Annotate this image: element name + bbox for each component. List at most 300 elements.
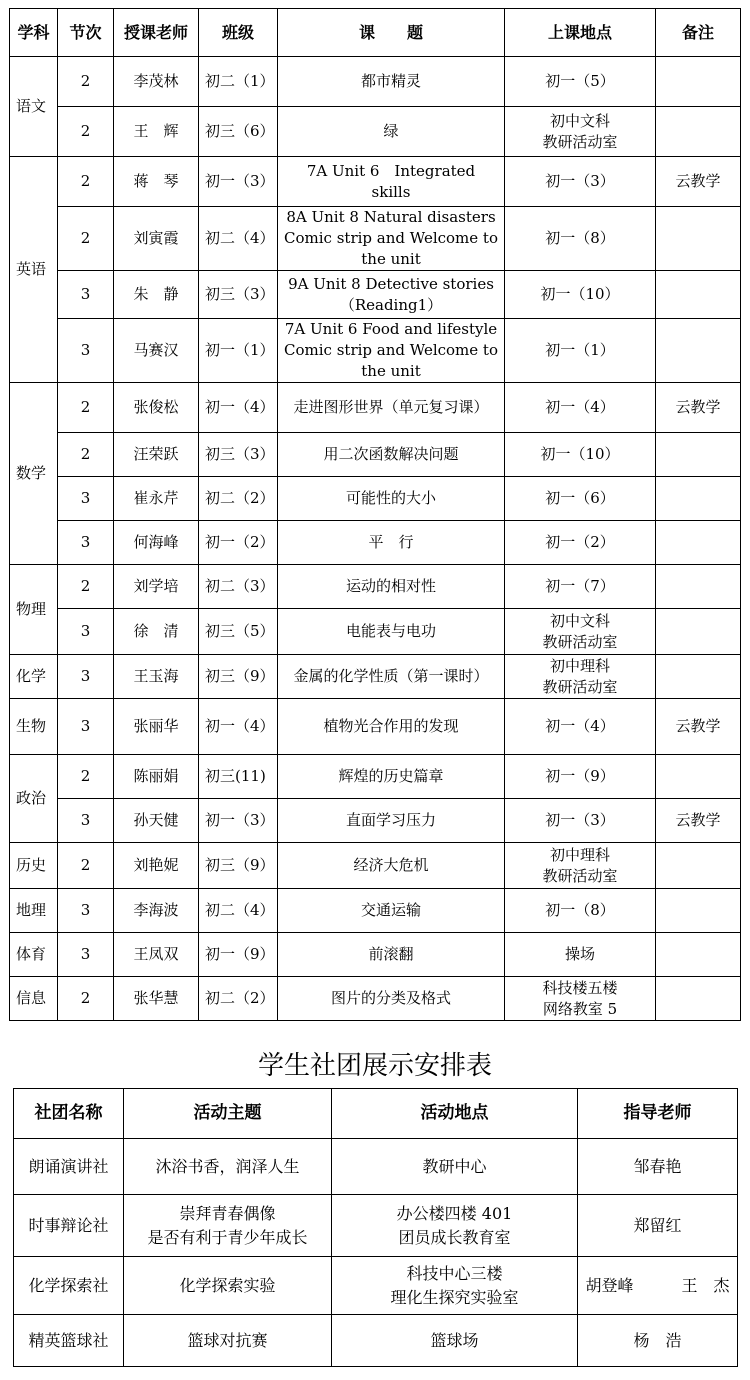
period-cell	[58, 609, 114, 655]
teacher-cell	[114, 933, 199, 977]
club-schedule-table	[13, 1088, 738, 1367]
topic-cell-text: 8A Unit 8 Natural disasters Comic strip and Welcome to the unit	[284, 208, 498, 268]
remark-cell	[656, 477, 741, 521]
subject-cell	[10, 565, 58, 655]
location-cell	[505, 843, 656, 889]
club-name-cell	[14, 1195, 124, 1257]
course-schedule-table	[9, 8, 741, 1021]
teacher-cell	[114, 521, 199, 565]
teacher-cell-text: 刘寅霞	[133, 229, 179, 247]
subject-cell-text: 物理	[16, 600, 47, 618]
class-cell-text: 初三（9）	[205, 667, 275, 685]
location-cell	[505, 57, 656, 107]
period-cell-text: 2	[80, 172, 91, 190]
remark-cell	[656, 699, 741, 755]
club-name-cell-text: 精英篮球社	[28, 1330, 109, 1350]
location-cell-text: 初一（5）	[545, 72, 615, 90]
remark-cell	[656, 933, 741, 977]
period-cell	[58, 699, 114, 755]
schedule-header-row	[10, 9, 741, 57]
topic-cell-text: 金属的化学性质（第一课时）	[293, 667, 489, 685]
topic-cell-text: 运动的相对性	[345, 577, 436, 595]
teacher-cell-text: 王玉海	[133, 667, 179, 685]
teacher-cell-text: 汪荣跃	[133, 445, 179, 463]
remark-cell-text: 云教学	[675, 811, 721, 829]
teacher-cell-text: 王 辉	[133, 122, 179, 140]
club-advisor-cell-text: 胡登峰 王 杰	[585, 1275, 730, 1295]
teacher-cell-text: 张俊松	[133, 398, 179, 416]
schedule-row	[10, 433, 741, 477]
schedule-row	[10, 207, 741, 271]
period-cell	[58, 889, 114, 933]
header-club-location: 活动地点	[332, 1089, 578, 1139]
class-cell-text: 初一（4）	[205, 398, 275, 416]
teacher-cell	[114, 655, 199, 699]
subject-cell-text: 体育	[16, 945, 47, 963]
club-location-cell-text: 篮球场	[430, 1330, 479, 1350]
remark-cell	[656, 271, 741, 319]
schedule-row	[10, 383, 741, 433]
period-cell-text: 2	[80, 72, 91, 90]
club-theme-cell-text: 崇拜青春偶像 是否有利于青少年成长	[147, 1203, 308, 1247]
location-cell-text: 初一（7）	[545, 577, 615, 595]
club-theme-cell-text: 化学探索实验	[179, 1275, 276, 1295]
location-cell	[505, 319, 656, 383]
topic-cell	[278, 799, 505, 843]
topic-cell-text: 都市精灵	[360, 72, 421, 90]
club-name-cell-text: 化学探索社	[28, 1275, 109, 1295]
location-cell	[505, 521, 656, 565]
topic-cell-text: 可能性的大小	[345, 489, 436, 507]
period-cell-text: 3	[80, 285, 91, 303]
club-advisor-cell	[578, 1315, 738, 1367]
location-cell	[505, 157, 656, 207]
header-topic: 课 题	[278, 9, 505, 57]
subject-cell	[10, 57, 58, 157]
topic-cell	[278, 755, 505, 799]
class-cell	[199, 699, 278, 755]
header-club-advisor: 指导老师	[578, 1089, 738, 1139]
subject-cell	[10, 977, 58, 1021]
topic-cell	[278, 655, 505, 699]
class-cell-text: 初一（2）	[205, 533, 275, 551]
teacher-cell	[114, 977, 199, 1021]
teacher-cell	[114, 889, 199, 933]
subject-cell	[10, 699, 58, 755]
location-cell-text: 初一（4）	[545, 398, 615, 416]
topic-cell	[278, 207, 505, 271]
topic-cell	[278, 319, 505, 383]
schedule-row	[10, 843, 741, 889]
club-advisor-cell-text: 杨 浩	[633, 1330, 682, 1350]
club-advisor-cell-text: 邹春艳	[633, 1156, 682, 1176]
club-theme-cell	[124, 1315, 332, 1367]
club-location-cell	[332, 1315, 578, 1367]
teacher-cell-text: 陈丽娟	[133, 767, 179, 785]
class-cell-text: 初一（3）	[205, 811, 275, 829]
period-cell-text: 2	[80, 398, 91, 416]
club-theme-cell-text: 篮球对抗赛	[187, 1330, 268, 1350]
location-cell-text: 初一（2）	[545, 533, 615, 551]
teacher-cell-text: 马赛汉	[133, 341, 179, 359]
schedule-row	[10, 977, 741, 1021]
class-cell-text: 初三(11)	[205, 767, 266, 785]
period-cell	[58, 383, 114, 433]
class-cell-text: 初一（1）	[205, 341, 275, 359]
class-cell	[199, 843, 278, 889]
teacher-cell	[114, 799, 199, 843]
club-location-cell-text: 科技中心三楼 理化生探究实验室	[390, 1263, 519, 1307]
period-cell	[58, 57, 114, 107]
subject-cell-text: 化学	[16, 667, 47, 685]
club-name-cell-text: 时事辩论社	[28, 1215, 109, 1235]
class-cell	[199, 609, 278, 655]
topic-cell-text: 电能表与电功	[345, 622, 436, 640]
topic-cell-text: 用二次函数解决问题	[323, 445, 459, 463]
club-theme-cell	[124, 1195, 332, 1257]
subject-cell	[10, 655, 58, 699]
remark-cell	[656, 157, 741, 207]
schedule-row	[10, 521, 741, 565]
topic-cell-text: 7A Unit 6 Food and lifestyle Comic strip and Welcome to the unit	[284, 320, 498, 380]
location-cell-text: 初一（6）	[545, 489, 615, 507]
club-advisor-cell	[578, 1257, 738, 1315]
topic-cell-text: 走进图形世界（单元复习课）	[293, 398, 489, 416]
teacher-cell-text: 王凤双	[133, 945, 179, 963]
subject-cell-text: 生物	[16, 717, 47, 735]
topic-cell-text: 9A Unit 8 Detective stories （Reading1）	[288, 274, 494, 314]
location-cell	[505, 433, 656, 477]
class-cell	[199, 433, 278, 477]
topic-cell	[278, 843, 505, 889]
topic-cell-text: 前滚翻	[368, 945, 414, 963]
club-advisor-cell-text: 郑留红	[633, 1215, 682, 1235]
teacher-cell-text: 朱 静	[133, 285, 179, 303]
period-cell	[58, 565, 114, 609]
teacher-cell	[114, 157, 199, 207]
club-location-cell-text: 教研中心	[422, 1156, 487, 1176]
subject-cell-text: 信息	[16, 989, 47, 1007]
teacher-cell-text: 张华慧	[133, 989, 179, 1007]
teacher-cell	[114, 433, 199, 477]
teacher-cell-text: 何海峰	[133, 533, 179, 551]
class-cell	[199, 977, 278, 1021]
period-cell-text: 2	[80, 445, 91, 463]
subject-cell	[10, 383, 58, 565]
class-cell	[199, 271, 278, 319]
remark-cell-text: 云教学	[675, 172, 721, 190]
schedule-row	[10, 699, 741, 755]
topic-cell	[278, 157, 505, 207]
club-location-cell-text: 办公楼四楼 401 团员成长教育室	[396, 1203, 513, 1247]
club-row	[14, 1195, 738, 1257]
topic-cell-text: 图片的分类及格式	[330, 989, 451, 1007]
teacher-cell	[114, 755, 199, 799]
teacher-cell	[114, 107, 199, 157]
period-cell	[58, 799, 114, 843]
location-cell	[505, 977, 656, 1021]
schedule-row	[10, 933, 741, 977]
remark-cell-text: 云教学	[675, 717, 721, 735]
teacher-cell	[114, 207, 199, 271]
location-cell-text: 初一（3）	[545, 811, 615, 829]
header-club-name: 社团名称	[14, 1089, 124, 1139]
teacher-cell	[114, 843, 199, 889]
class-cell	[199, 207, 278, 271]
topic-cell-text: 绿	[383, 122, 399, 140]
teacher-cell-text: 刘学培	[133, 577, 179, 595]
topic-cell	[278, 107, 505, 157]
schedule-row	[10, 799, 741, 843]
header-subject: 学科	[10, 9, 58, 57]
topic-cell-text: 平 行	[368, 533, 414, 551]
period-cell-text: 2	[80, 122, 91, 140]
location-cell-text: 初中理科 教研活动室	[542, 845, 618, 885]
header-club-theme: 活动主题	[124, 1089, 332, 1139]
topic-cell-text: 交通运输	[360, 901, 421, 919]
period-cell	[58, 477, 114, 521]
location-cell	[505, 609, 656, 655]
class-cell	[199, 521, 278, 565]
location-cell	[505, 933, 656, 977]
topic-cell	[278, 477, 505, 521]
schedule-row	[10, 107, 741, 157]
period-cell-text: 2	[80, 577, 91, 595]
period-cell-text: 2	[80, 229, 91, 247]
schedule-row	[10, 319, 741, 383]
location-cell-text: 初一（8）	[545, 901, 615, 919]
header-remark: 备注	[656, 9, 741, 57]
teacher-cell	[114, 57, 199, 107]
schedule-row	[10, 889, 741, 933]
schedule-row	[10, 755, 741, 799]
subject-cell-text: 政治	[16, 789, 47, 807]
class-cell	[199, 933, 278, 977]
class-cell-text: 初二（4）	[205, 901, 275, 919]
remark-cell	[656, 319, 741, 383]
location-cell-text: 初一（3）	[545, 172, 615, 190]
remark-cell-text: 云教学	[675, 398, 721, 416]
teacher-cell-text: 孙天健	[133, 811, 179, 829]
remark-cell	[656, 889, 741, 933]
period-cell-text: 3	[80, 945, 91, 963]
location-cell-text: 初一（10）	[540, 285, 620, 303]
topic-cell-text: 辉煌的历史篇章	[338, 767, 444, 785]
period-cell	[58, 655, 114, 699]
teacher-cell	[114, 609, 199, 655]
schedule-row	[10, 655, 741, 699]
schedule-row	[10, 565, 741, 609]
subject-cell	[10, 157, 58, 383]
remark-cell	[656, 843, 741, 889]
location-cell-text: 初中理科 教研活动室	[542, 656, 618, 696]
teacher-cell	[114, 477, 199, 521]
club-name-cell-text: 朗诵演讲社	[28, 1156, 109, 1176]
location-cell-text: 初一（10）	[540, 445, 620, 463]
class-cell-text: 初一（3）	[205, 172, 275, 190]
period-cell-text: 3	[80, 533, 91, 551]
class-cell	[199, 889, 278, 933]
club-row	[14, 1139, 738, 1195]
subject-cell-text: 数学	[16, 464, 47, 482]
topic-cell-text: 经济大危机	[353, 856, 429, 874]
period-cell-text: 3	[80, 717, 91, 735]
location-cell	[505, 477, 656, 521]
subject-cell	[10, 755, 58, 843]
topic-cell-text: 植物光合作用的发现	[323, 717, 459, 735]
club-name-cell	[14, 1315, 124, 1367]
teacher-cell-text: 徐 清	[133, 622, 179, 640]
topic-cell	[278, 977, 505, 1021]
remark-cell	[656, 433, 741, 477]
period-cell	[58, 157, 114, 207]
class-cell-text: 初三（6）	[205, 122, 275, 140]
period-cell	[58, 933, 114, 977]
location-cell-text: 初一（4）	[545, 717, 615, 735]
location-cell	[505, 271, 656, 319]
class-cell-text: 初二（2）	[205, 989, 275, 1007]
subject-cell-text: 历史	[16, 856, 47, 874]
location-cell	[505, 655, 656, 699]
topic-cell	[278, 889, 505, 933]
period-cell-text: 3	[80, 667, 91, 685]
schedule-row	[10, 157, 741, 207]
club-theme-cell	[124, 1257, 332, 1315]
club-theme-cell	[124, 1139, 332, 1195]
class-cell-text: 初三（9）	[205, 856, 275, 874]
class-cell	[199, 57, 278, 107]
period-cell-text: 3	[80, 341, 91, 359]
topic-cell	[278, 383, 505, 433]
location-cell	[505, 755, 656, 799]
club-name-cell	[14, 1257, 124, 1315]
teacher-cell	[114, 699, 199, 755]
period-cell	[58, 843, 114, 889]
remark-cell	[656, 521, 741, 565]
teacher-cell	[114, 383, 199, 433]
location-cell	[505, 207, 656, 271]
teacher-cell-text: 李茂林	[133, 72, 179, 90]
club-location-cell	[332, 1195, 578, 1257]
topic-cell	[278, 609, 505, 655]
class-cell	[199, 107, 278, 157]
remark-cell	[656, 57, 741, 107]
class-cell	[199, 383, 278, 433]
topic-cell	[278, 565, 505, 609]
location-cell	[505, 383, 656, 433]
period-cell-text: 2	[80, 767, 91, 785]
period-cell	[58, 319, 114, 383]
topic-cell	[278, 433, 505, 477]
class-cell-text: 初三（3）	[205, 285, 275, 303]
schedule-row	[10, 609, 741, 655]
remark-cell	[656, 565, 741, 609]
topic-cell-text: 直面学习压力	[345, 811, 436, 829]
period-cell	[58, 107, 114, 157]
header-location: 上课地点	[505, 9, 656, 57]
location-cell	[505, 799, 656, 843]
remark-cell	[656, 383, 741, 433]
location-cell	[505, 107, 656, 157]
topic-cell	[278, 933, 505, 977]
subject-cell-text: 语文	[16, 97, 47, 115]
location-cell-text: 初一（1）	[545, 341, 615, 359]
class-cell-text: 初二（3）	[205, 577, 275, 595]
club-row	[14, 1257, 738, 1315]
class-cell-text: 初一（9）	[205, 945, 275, 963]
location-cell-text: 初一（8）	[545, 229, 615, 247]
club-location-cell	[332, 1139, 578, 1195]
subject-cell	[10, 933, 58, 977]
class-cell	[199, 477, 278, 521]
class-cell-text: 初二（4）	[205, 229, 275, 247]
schedule-row	[10, 57, 741, 107]
period-cell-text: 3	[80, 622, 91, 640]
club-header-row	[14, 1089, 738, 1139]
class-cell-text: 初二（1）	[205, 72, 275, 90]
teacher-cell-text: 张丽华	[133, 717, 179, 735]
header-class: 班级	[199, 9, 278, 57]
location-cell-text: 科技楼五楼 网络教室 5	[542, 978, 618, 1018]
location-cell-text: 初一（9）	[545, 767, 615, 785]
location-cell-text: 初中文科 教研活动室	[542, 611, 618, 651]
remark-cell	[656, 107, 741, 157]
schedule-body	[10, 57, 741, 1021]
class-cell-text: 初一（4）	[205, 717, 275, 735]
topic-cell	[278, 271, 505, 319]
remark-cell	[656, 609, 741, 655]
period-cell	[58, 977, 114, 1021]
club-table-title: 学生社团展示安排表	[257, 1051, 492, 1081]
schedule-row	[10, 271, 741, 319]
period-cell-text: 3	[80, 811, 91, 829]
period-cell	[58, 433, 114, 477]
location-cell-text: 操场	[564, 945, 595, 963]
remark-cell	[656, 799, 741, 843]
teacher-cell-text: 崔永芹	[133, 489, 179, 507]
period-cell	[58, 271, 114, 319]
remark-cell	[656, 755, 741, 799]
subject-cell	[10, 843, 58, 889]
remark-cell	[656, 977, 741, 1021]
teacher-cell-text: 刘艳妮	[133, 856, 179, 874]
topic-cell	[278, 57, 505, 107]
remark-cell	[656, 207, 741, 271]
location-cell	[505, 699, 656, 755]
club-advisor-cell	[578, 1195, 738, 1257]
location-cell	[505, 565, 656, 609]
remark-cell	[656, 655, 741, 699]
schedule-row	[10, 477, 741, 521]
topic-cell-text: 7A Unit 6 Integrated skills	[306, 161, 491, 201]
club-advisor-cell	[578, 1139, 738, 1195]
period-cell	[58, 755, 114, 799]
period-cell-text: 3	[80, 489, 91, 507]
class-cell	[199, 655, 278, 699]
subject-cell-text: 英语	[16, 260, 47, 278]
period-cell-text: 2	[80, 856, 91, 874]
subject-cell	[10, 889, 58, 933]
location-cell-text: 初中文科 教研活动室	[542, 111, 618, 151]
class-cell	[199, 565, 278, 609]
period-cell	[58, 521, 114, 565]
class-cell-text: 初三（5）	[205, 622, 275, 640]
topic-cell	[278, 699, 505, 755]
teacher-cell-text: 蒋 琴	[133, 172, 179, 190]
class-cell-text: 初三（3）	[205, 445, 275, 463]
class-cell	[199, 755, 278, 799]
subject-cell-text: 地理	[16, 901, 47, 919]
